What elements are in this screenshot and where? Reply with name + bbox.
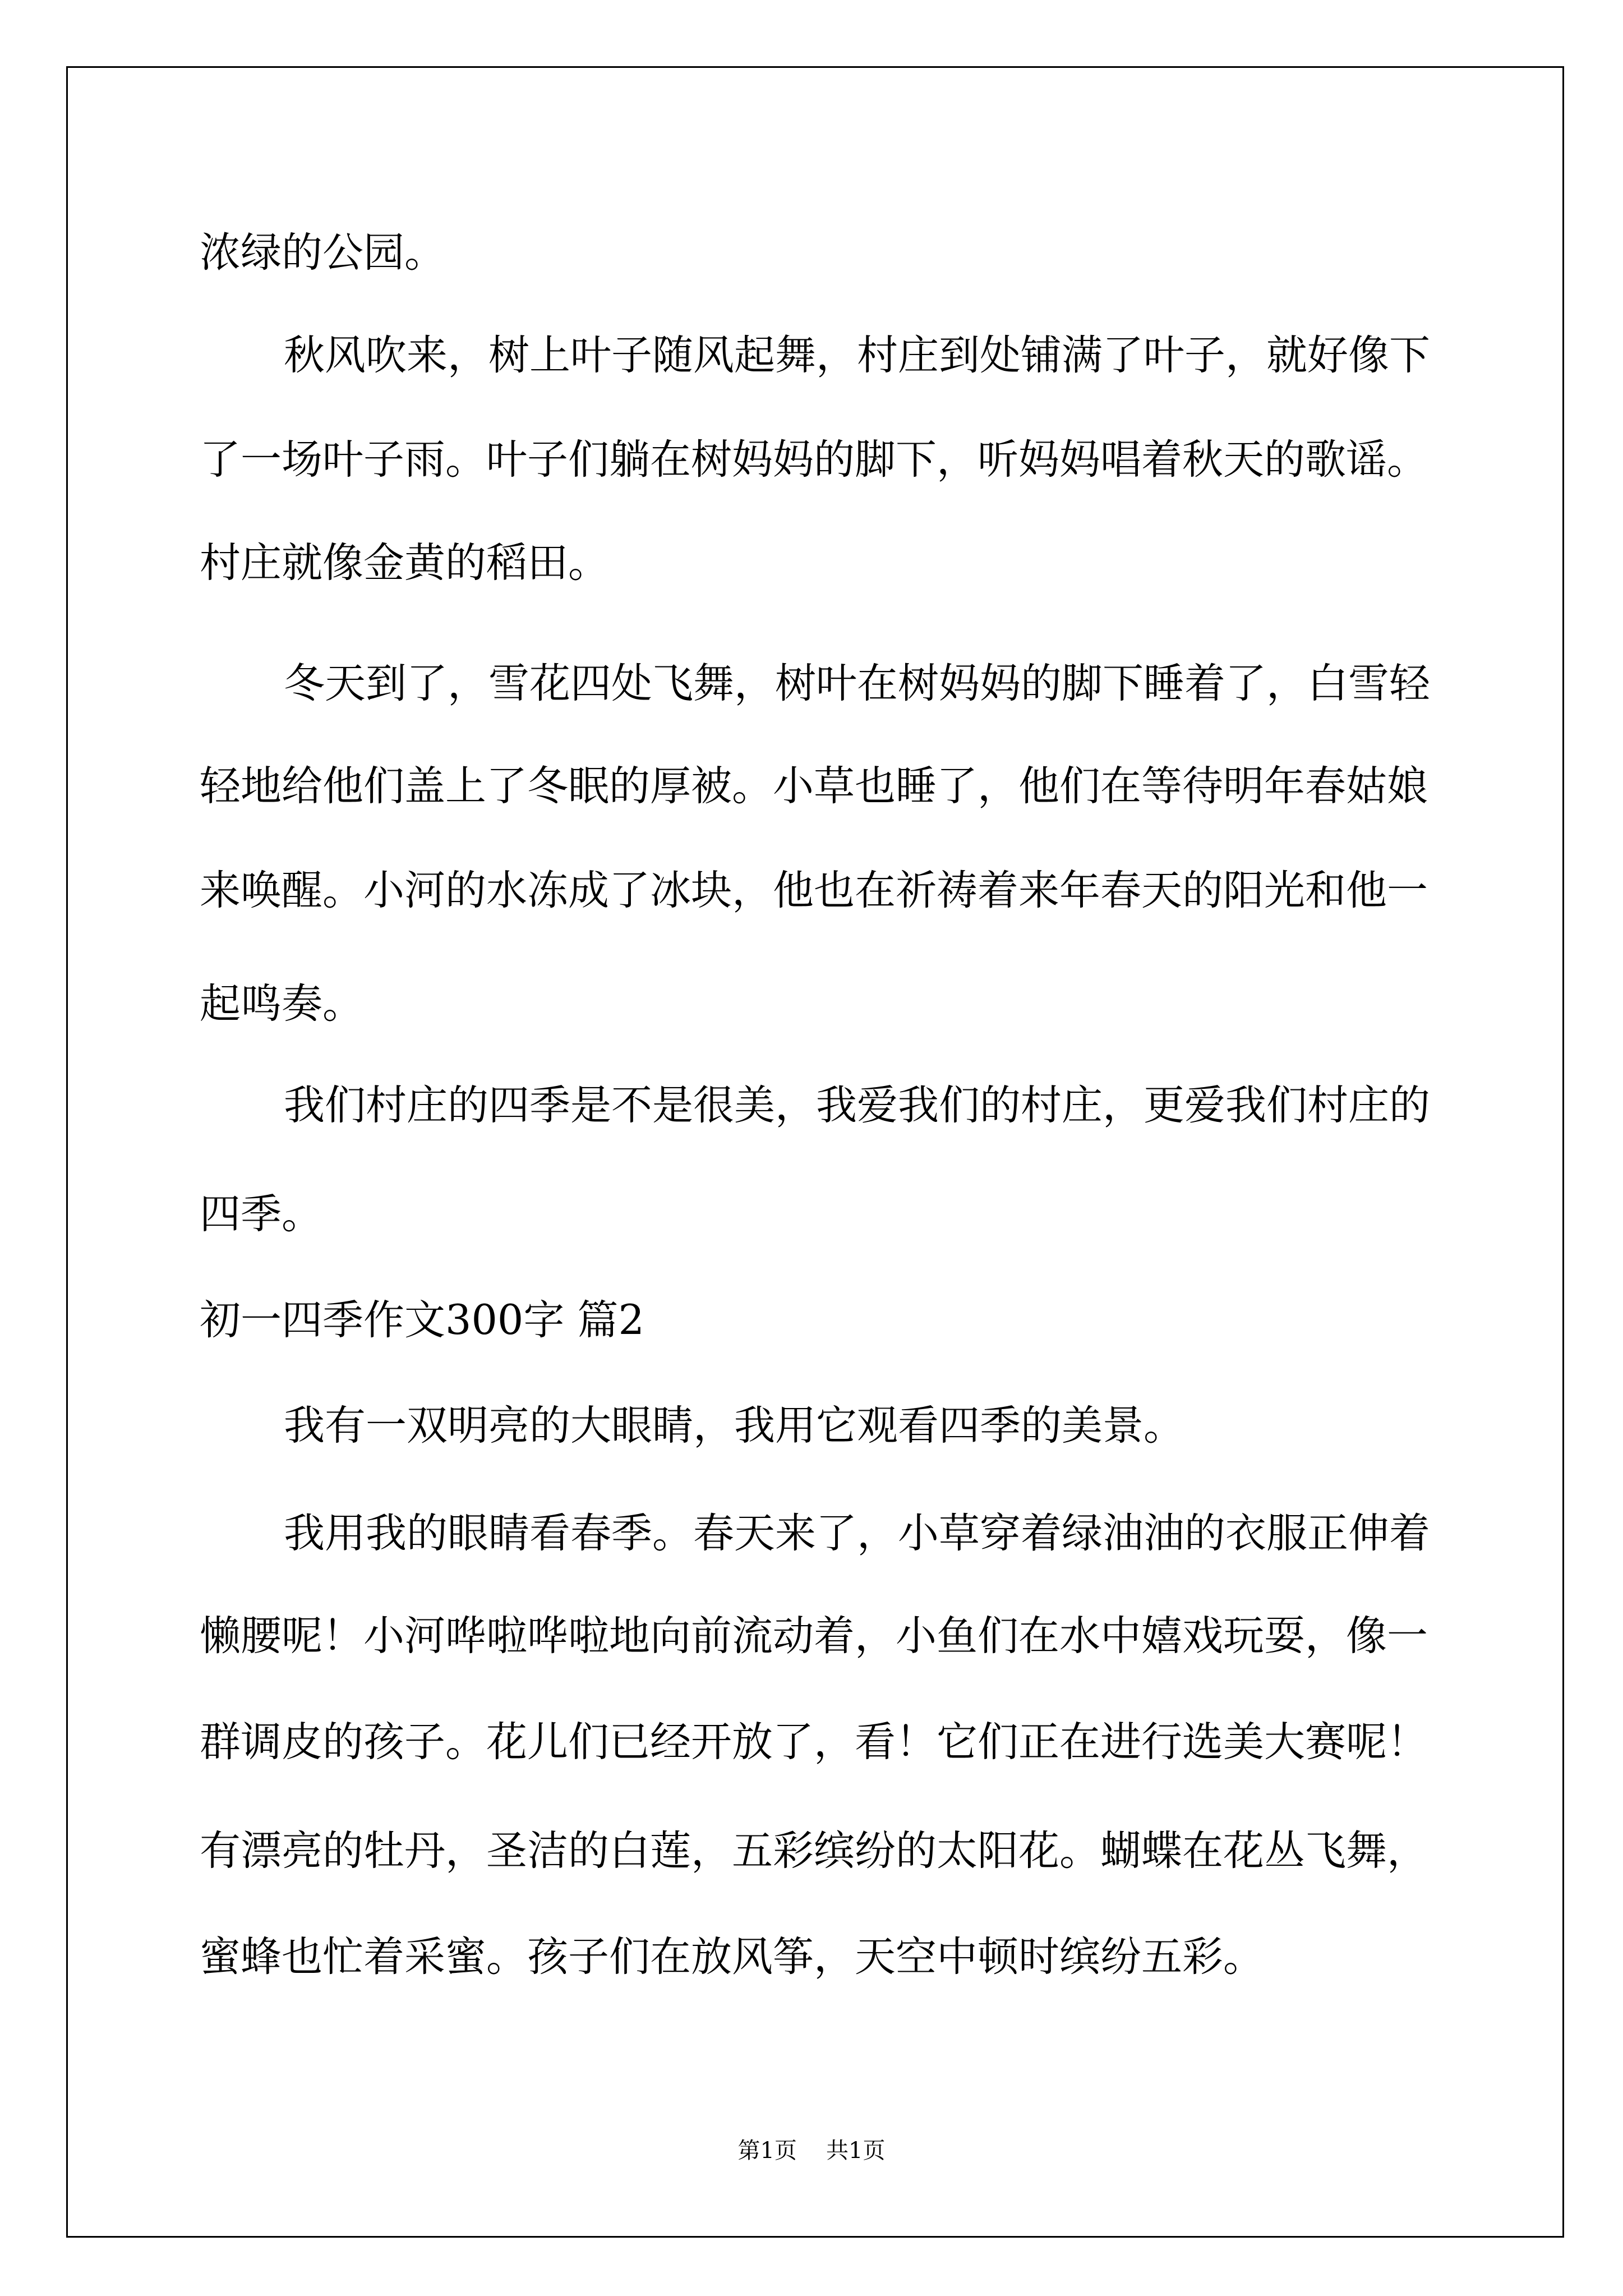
text-line: 秋风吹来，树上叶子随风起舞，村庄到处铺满了叶子，就好像下 bbox=[284, 332, 1430, 379]
section-heading: 初一四季作文300字 篇2 bbox=[200, 1296, 644, 1344]
text-line: 来唤醒。小河的水冻成了冰块，他也在祈祷着来年春天的阳光和他一 bbox=[200, 867, 1428, 914]
text-line: 我有一双明亮的大眼睛，我用它观看四季的美景。 bbox=[284, 1402, 1184, 1450]
text-line: 群调皮的孩子。花儿们已经开放了，看！它们正在进行选美大赛呢！ bbox=[200, 1718, 1428, 1766]
text-line: 四季。 bbox=[200, 1190, 322, 1238]
text-line: 懒腰呢！小河哗啦哗啦地向前流动着，小鱼们在水中嬉戏玩耍，像一 bbox=[200, 1612, 1428, 1660]
page-number: 第1页 bbox=[737, 2138, 797, 2164]
text-line: 我们村庄的四季是不是很美，我爱我们的村庄，更爱我们村庄的 bbox=[284, 1082, 1430, 1129]
text-line: 浓绿的公园。 bbox=[200, 229, 445, 277]
text-line: 我用我的眼睛看春季。春天来了，小草穿着绿油油的衣服正伸着 bbox=[284, 1510, 1430, 1557]
page-border bbox=[66, 66, 1564, 2238]
page-footer bbox=[0, 2139, 1623, 2162]
text-line: 轻地给他们盖上了冬眠的厚被。小草也睡了，他们在等待明年春姑娘 bbox=[200, 762, 1428, 810]
text-line: 起鸣奏。 bbox=[200, 980, 363, 1028]
text-line: 村庄就像金黄的稻田。 bbox=[200, 539, 609, 587]
text-line: 冬天到了，雪花四处飞舞，树叶在树妈妈的脚下睡着了，白雪轻 bbox=[284, 660, 1430, 707]
page-total: 共1页 bbox=[826, 2138, 886, 2164]
text-line: 蜜蜂也忙着采蜜。孩子们在放风筝，天空中顿时缤纷五彩。 bbox=[200, 1933, 1264, 1981]
text-line: 有漂亮的牡丹，圣洁的白莲，五彩缤纷的太阳花。蝴蝶在花丛飞舞， bbox=[200, 1827, 1428, 1875]
text-line: 了一场叶子雨。叶子们躺在树妈妈的脚下，听妈妈唱着秋天的歌谣。 bbox=[200, 436, 1428, 484]
